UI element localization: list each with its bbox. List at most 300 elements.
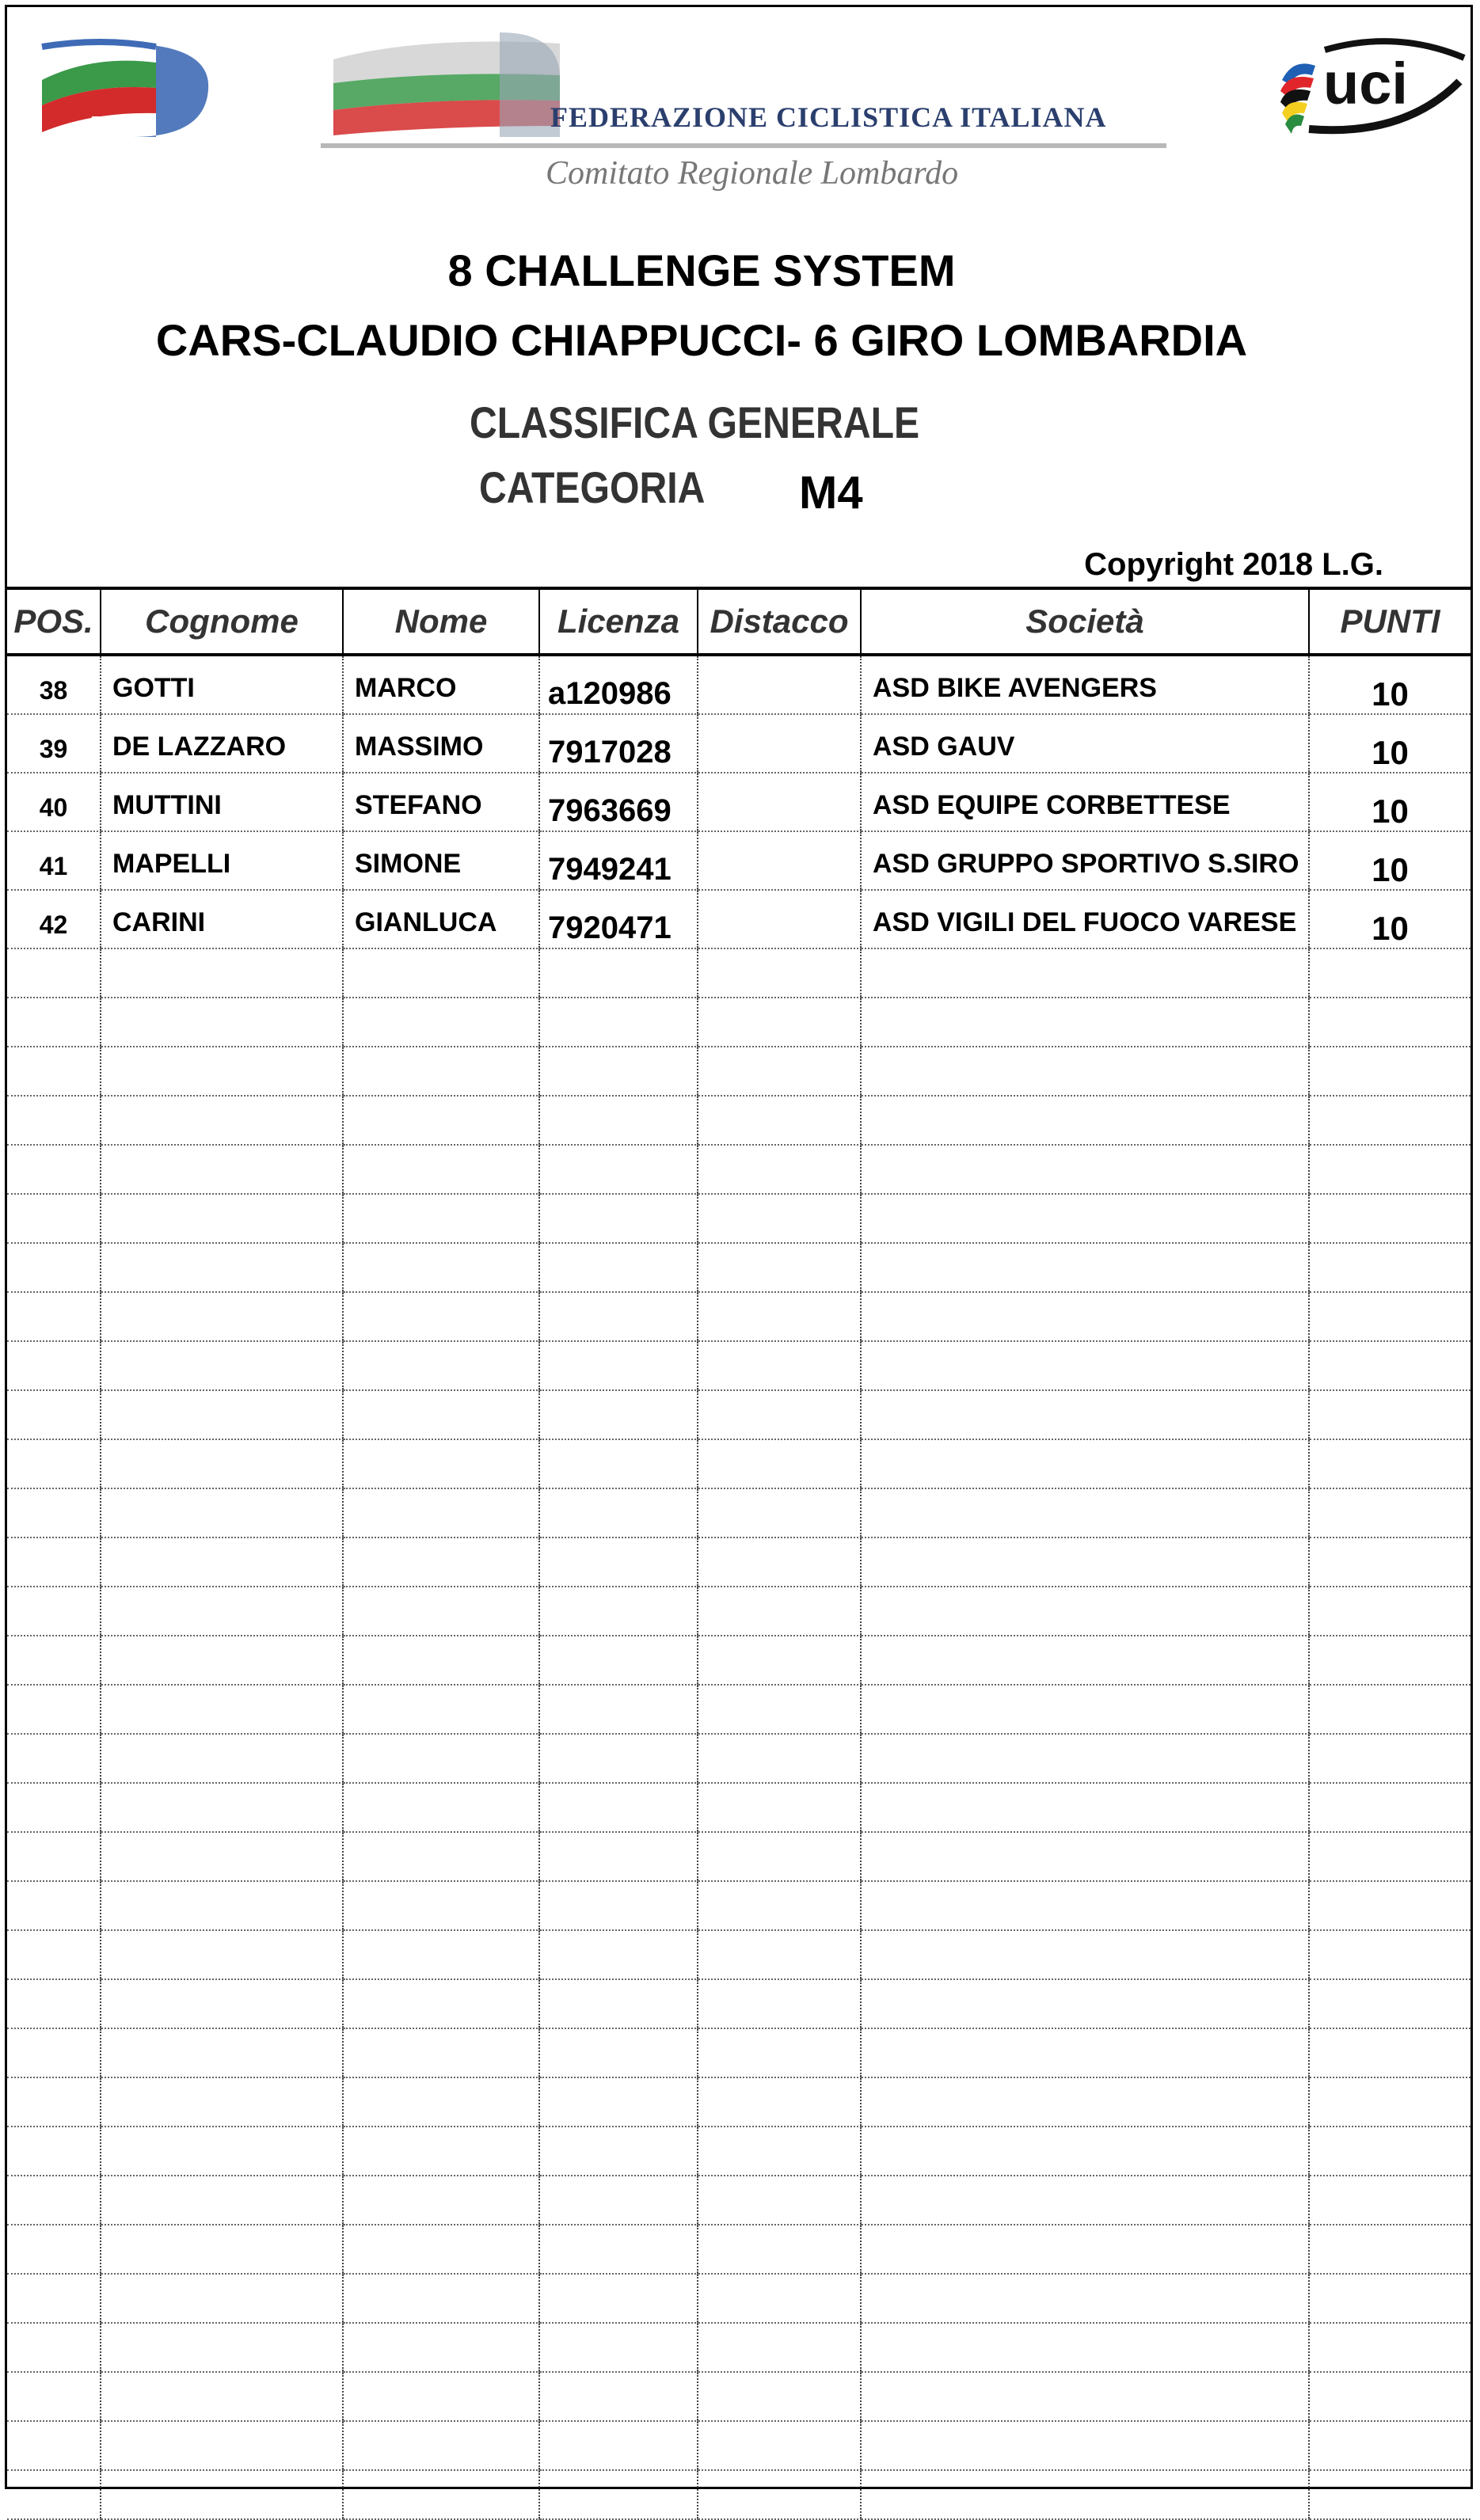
empty-cell <box>539 2127 698 2176</box>
empty-cell <box>698 1685 861 1734</box>
empty-cell <box>101 2028 343 2077</box>
empty-cell <box>101 2421 343 2470</box>
empty-cell <box>539 1832 698 1881</box>
empty-cell <box>698 1783 861 1832</box>
uci-logo <box>1277 34 1467 145</box>
empty-cell <box>101 1734 343 1783</box>
empty-cell <box>7 1096 101 1145</box>
cell-societa: ASD EQUIPE CORBETTESE <box>861 773 1309 831</box>
empty-table-row <box>7 1292 1470 1341</box>
empty-table-row <box>7 1096 1470 1145</box>
empty-cell <box>861 1734 1309 1783</box>
empty-cell <box>343 1488 539 1537</box>
empty-cell <box>1309 1390 1470 1439</box>
empty-cell <box>539 1439 698 1488</box>
empty-cell <box>1309 1439 1470 1488</box>
cell-punti: 10 <box>1309 714 1470 773</box>
fci-logo <box>37 39 213 140</box>
empty-cell <box>1309 2225 1470 2274</box>
empty-cell <box>539 1636 698 1685</box>
empty-cell <box>101 1096 343 1145</box>
empty-cell <box>101 2470 343 2519</box>
empty-cell <box>861 1537 1309 1587</box>
empty-cell <box>7 1488 101 1537</box>
empty-cell <box>698 2077 861 2127</box>
empty-cell <box>539 1145 698 1194</box>
empty-cell <box>101 1979 343 2028</box>
empty-table-row <box>7 1390 1470 1439</box>
empty-cell <box>1309 1341 1470 1390</box>
empty-cell <box>861 2028 1309 2077</box>
cell-distacco <box>698 773 861 831</box>
empty-cell <box>539 1685 698 1734</box>
empty-cell <box>1309 1488 1470 1537</box>
empty-table-row <box>7 1734 1470 1783</box>
empty-cell <box>539 1587 698 1636</box>
empty-cell <box>861 2323 1309 2372</box>
column-header-pos: POS. <box>7 588 101 655</box>
column-header-nome: Nome <box>343 588 539 655</box>
empty-cell <box>101 1636 343 1685</box>
empty-cell <box>539 1979 698 2028</box>
empty-table-row <box>7 2176 1470 2225</box>
empty-cell <box>861 1636 1309 1685</box>
empty-cell <box>539 2176 698 2225</box>
empty-cell <box>539 2421 698 2470</box>
classification-heading: CLASSIFICA GENERALE <box>470 397 920 447</box>
table-row <box>7 714 1470 773</box>
empty-cell <box>698 2372 861 2421</box>
empty-cell <box>343 948 539 998</box>
copyright-note: Copyright 2018 L.G. <box>1084 547 1383 582</box>
empty-cell <box>1309 1734 1470 1783</box>
empty-cell <box>343 1341 539 1390</box>
empty-cell <box>7 1832 101 1881</box>
empty-cell <box>101 1194 343 1243</box>
table-row <box>7 831 1470 890</box>
empty-cell <box>698 2028 861 2077</box>
empty-cell <box>7 1243 101 1292</box>
empty-cell <box>539 1537 698 1587</box>
empty-cell <box>7 998 101 1047</box>
empty-table-row <box>7 1832 1470 1881</box>
empty-cell <box>101 1832 343 1881</box>
empty-cell <box>539 2274 698 2323</box>
table-row <box>7 773 1470 831</box>
cell-societa: ASD VIGILI DEL FUOCO VARESE <box>861 890 1309 948</box>
empty-cell <box>539 1194 698 1243</box>
empty-cell <box>698 2323 861 2372</box>
empty-table-row <box>7 1439 1470 1488</box>
cell-pos: 39 <box>7 714 101 773</box>
empty-cell <box>539 998 698 1047</box>
cell-licenza: 7920471 <box>539 890 698 948</box>
empty-cell <box>1309 1685 1470 1734</box>
empty-table-row <box>7 1685 1470 1734</box>
empty-cell <box>1309 948 1470 998</box>
empty-cell <box>698 1243 861 1292</box>
cell-cognome: GOTTI <box>101 655 343 714</box>
empty-cell <box>7 1439 101 1488</box>
empty-cell <box>101 998 343 1047</box>
empty-table-row <box>7 998 1470 1047</box>
empty-cell <box>101 1341 343 1390</box>
empty-cell <box>861 1832 1309 1881</box>
empty-cell <box>1309 998 1470 1047</box>
empty-cell <box>698 1488 861 1537</box>
column-header-punti: PUNTI <box>1309 588 1470 655</box>
empty-cell <box>861 1488 1309 1537</box>
empty-cell <box>343 1783 539 1832</box>
empty-cell <box>698 1930 861 1979</box>
empty-cell <box>1309 1537 1470 1587</box>
empty-cell <box>698 1439 861 1488</box>
category-label: CATEGORIA <box>479 462 706 512</box>
column-header-licenza: Licenza <box>539 588 698 655</box>
empty-cell <box>698 1881 861 1930</box>
empty-cell <box>343 1194 539 1243</box>
empty-cell <box>861 1783 1309 1832</box>
empty-cell <box>698 2421 861 2470</box>
empty-cell <box>698 1096 861 1145</box>
empty-cell <box>343 2028 539 2077</box>
empty-cell <box>7 1047 101 1096</box>
empty-table-row <box>7 2372 1470 2421</box>
empty-table-row <box>7 1047 1470 1096</box>
empty-cell <box>539 1734 698 1783</box>
empty-cell <box>7 1734 101 1783</box>
empty-cell <box>698 1145 861 1194</box>
empty-cell <box>101 1488 343 1537</box>
empty-table-row <box>7 2323 1470 2372</box>
empty-table-row <box>7 1145 1470 1194</box>
cell-licenza: 7949241 <box>539 831 698 890</box>
empty-table-row <box>7 1243 1470 1292</box>
cell-cognome: DE LAZZARO <box>101 714 343 773</box>
cell-nome: GIANLUCA <box>343 890 539 948</box>
title-line-2: CARS-CLAUDIO CHIAPPUCCI- 6 GIRO LOMBARDIA <box>155 315 1248 365</box>
empty-cell <box>343 1636 539 1685</box>
empty-cell <box>861 1292 1309 1341</box>
empty-cell <box>539 1390 698 1439</box>
table-body <box>7 655 1470 2519</box>
cell-punti: 10 <box>1309 890 1470 948</box>
empty-table-row <box>7 1881 1470 1930</box>
cell-pos: 40 <box>7 773 101 831</box>
cell-societa: ASD GAUV <box>861 714 1309 773</box>
table-row <box>7 890 1470 948</box>
empty-cell <box>7 1979 101 2028</box>
empty-cell <box>7 2421 101 2470</box>
empty-cell <box>698 1636 861 1685</box>
empty-cell <box>861 1243 1309 1292</box>
empty-cell <box>101 1390 343 1439</box>
cell-nome: SIMONE <box>343 831 539 890</box>
empty-cell <box>539 2372 698 2421</box>
cell-pos: 42 <box>7 890 101 948</box>
empty-cell <box>101 2176 343 2225</box>
empty-cell <box>7 1194 101 1243</box>
empty-cell <box>7 2323 101 2372</box>
empty-cell <box>539 1881 698 1930</box>
cell-distacco <box>698 714 861 773</box>
flag-banner-icon <box>325 28 560 137</box>
empty-table-row <box>7 2274 1470 2323</box>
empty-cell <box>7 2225 101 2274</box>
column-header-societa: Società <box>861 588 1309 655</box>
empty-cell <box>7 1292 101 1341</box>
empty-cell <box>539 948 698 998</box>
empty-cell <box>539 2225 698 2274</box>
empty-cell <box>101 1587 343 1636</box>
empty-cell <box>101 2225 343 2274</box>
empty-cell <box>1309 2077 1470 2127</box>
empty-cell <box>861 1390 1309 1439</box>
empty-cell <box>539 1096 698 1145</box>
empty-cell <box>101 1243 343 1292</box>
empty-cell <box>7 1783 101 1832</box>
cell-cognome: MUTTINI <box>101 773 343 831</box>
cell-cognome: CARINI <box>101 890 343 948</box>
empty-cell <box>1309 1292 1470 1341</box>
cell-nome: MASSIMO <box>343 714 539 773</box>
empty-cell <box>698 2127 861 2176</box>
results-table <box>7 587 1470 2520</box>
regional-committee: Comitato Regionale Lombardo <box>546 155 959 192</box>
empty-cell <box>7 2470 101 2519</box>
empty-cell <box>7 2176 101 2225</box>
empty-cell <box>861 1341 1309 1390</box>
empty-cell <box>1309 2127 1470 2176</box>
empty-cell <box>861 1047 1309 1096</box>
empty-cell <box>343 2127 539 2176</box>
empty-table-row <box>7 2225 1470 2274</box>
empty-cell <box>861 948 1309 998</box>
cell-distacco <box>698 655 861 714</box>
empty-cell <box>343 1292 539 1341</box>
empty-cell <box>698 1537 861 1587</box>
empty-cell <box>1309 2028 1470 2077</box>
empty-cell <box>101 2274 343 2323</box>
empty-cell <box>539 1341 698 1390</box>
table-header-row <box>7 588 1470 655</box>
empty-cell <box>343 1881 539 1930</box>
empty-table-row <box>7 2421 1470 2470</box>
category-value: M4 <box>799 467 863 519</box>
empty-table-row <box>7 2028 1470 2077</box>
empty-table-row <box>7 1930 1470 1979</box>
cell-pos: 38 <box>7 655 101 714</box>
empty-cell <box>1309 1243 1470 1292</box>
empty-cell <box>539 1047 698 1096</box>
empty-cell <box>698 1587 861 1636</box>
empty-cell <box>861 1685 1309 1734</box>
empty-cell <box>698 2225 861 2274</box>
empty-table-row <box>7 1488 1470 1537</box>
empty-cell <box>343 1439 539 1488</box>
empty-cell <box>861 2274 1309 2323</box>
empty-cell <box>7 1145 101 1194</box>
cell-societa: ASD GRUPPO SPORTIVO S.SIRO <box>861 831 1309 890</box>
empty-cell <box>861 2225 1309 2274</box>
table-row <box>7 655 1470 714</box>
empty-cell <box>343 998 539 1047</box>
empty-cell <box>1309 1881 1470 1930</box>
empty-cell <box>539 1930 698 1979</box>
document-header <box>7 7 1470 583</box>
empty-cell <box>861 2372 1309 2421</box>
empty-cell <box>539 1292 698 1341</box>
cell-punti: 10 <box>1309 831 1470 890</box>
empty-cell <box>101 1145 343 1194</box>
empty-cell <box>861 1194 1309 1243</box>
empty-cell <box>1309 2274 1470 2323</box>
empty-cell <box>861 2127 1309 2176</box>
empty-cell <box>698 1979 861 2028</box>
empty-cell <box>698 2470 861 2519</box>
empty-cell <box>861 1439 1309 1488</box>
column-header-distacco: Distacco <box>698 588 861 655</box>
empty-cell <box>861 2421 1309 2470</box>
empty-cell <box>101 1881 343 1930</box>
empty-cell <box>698 1832 861 1881</box>
empty-cell <box>861 1587 1309 1636</box>
empty-cell <box>7 1587 101 1636</box>
empty-cell <box>1309 2323 1470 2372</box>
empty-cell <box>1309 1832 1470 1881</box>
empty-cell <box>343 2421 539 2470</box>
empty-cell <box>343 2225 539 2274</box>
empty-cell <box>861 2176 1309 2225</box>
fci-logo-text: FCI <box>89 114 116 131</box>
empty-cell <box>698 1292 861 1341</box>
empty-cell <box>7 1881 101 1930</box>
empty-cell <box>7 2028 101 2077</box>
empty-cell <box>7 2372 101 2421</box>
empty-cell <box>1309 1047 1470 1096</box>
empty-cell <box>101 1930 343 1979</box>
empty-cell <box>698 2274 861 2323</box>
empty-table-row <box>7 1537 1470 1587</box>
empty-cell <box>539 2323 698 2372</box>
empty-cell <box>7 2077 101 2127</box>
empty-table-row <box>7 1636 1470 1685</box>
empty-table-row <box>7 1341 1470 1390</box>
cell-pos: 41 <box>7 831 101 890</box>
empty-cell <box>539 1243 698 1292</box>
empty-cell <box>101 1047 343 1096</box>
empty-cell <box>7 1390 101 1439</box>
cell-punti: 10 <box>1309 773 1470 831</box>
empty-cell <box>343 1979 539 2028</box>
empty-cell <box>7 1537 101 1587</box>
empty-cell <box>861 2470 1309 2519</box>
empty-cell <box>101 2077 343 2127</box>
cell-cognome: MAPELLI <box>101 831 343 890</box>
empty-cell <box>1309 1145 1470 1194</box>
empty-cell <box>698 998 861 1047</box>
cell-distacco <box>698 890 861 948</box>
cell-licenza: 7963669 <box>539 773 698 831</box>
empty-cell <box>7 2127 101 2176</box>
empty-cell <box>861 1979 1309 2028</box>
empty-cell <box>539 1783 698 1832</box>
empty-cell <box>698 948 861 998</box>
empty-cell <box>1309 2421 1470 2470</box>
empty-table-row <box>7 2127 1470 2176</box>
empty-cell <box>101 2323 343 2372</box>
header-rule <box>321 143 1166 148</box>
empty-cell <box>7 1685 101 1734</box>
empty-table-row <box>7 2077 1470 2127</box>
empty-cell <box>539 1488 698 1537</box>
empty-cell <box>101 1439 343 1488</box>
empty-cell <box>343 1832 539 1881</box>
empty-cell <box>1309 1636 1470 1685</box>
empty-cell <box>861 2077 1309 2127</box>
empty-cell <box>7 1341 101 1390</box>
empty-cell <box>343 2274 539 2323</box>
empty-cell <box>101 1685 343 1734</box>
empty-cell <box>539 2077 698 2127</box>
results-sheet <box>5 5 1473 2489</box>
empty-cell <box>861 1881 1309 1930</box>
empty-table-row <box>7 1783 1470 1832</box>
cell-nome: MARCO <box>343 655 539 714</box>
empty-table-row <box>7 2470 1470 2519</box>
empty-cell <box>101 2372 343 2421</box>
empty-cell <box>343 1390 539 1439</box>
empty-cell <box>698 2176 861 2225</box>
empty-table-row <box>7 1194 1470 1243</box>
empty-cell <box>1309 1979 1470 2028</box>
empty-cell <box>343 1243 539 1292</box>
empty-cell <box>1309 1096 1470 1145</box>
empty-cell <box>861 1930 1309 1979</box>
empty-cell <box>343 1685 539 1734</box>
empty-cell <box>539 2470 698 2519</box>
empty-cell <box>698 1734 861 1783</box>
empty-cell <box>7 1636 101 1685</box>
empty-table-row <box>7 1979 1470 2028</box>
cell-distacco <box>698 831 861 890</box>
title-line-1: 8 CHALLENGE SYSTEM <box>447 245 956 295</box>
empty-cell <box>343 2372 539 2421</box>
empty-cell <box>343 1930 539 1979</box>
empty-cell <box>698 1047 861 1096</box>
empty-cell <box>1309 1930 1470 1979</box>
empty-cell <box>698 1194 861 1243</box>
empty-cell <box>343 1537 539 1587</box>
empty-cell <box>343 1734 539 1783</box>
empty-cell <box>7 948 101 998</box>
empty-cell <box>101 1783 343 1832</box>
empty-cell <box>343 1096 539 1145</box>
empty-cell <box>1309 2372 1470 2421</box>
empty-cell <box>343 2470 539 2519</box>
empty-cell <box>7 1930 101 1979</box>
cell-punti: 10 <box>1309 655 1470 714</box>
empty-cell <box>1309 2470 1470 2519</box>
empty-cell <box>343 1145 539 1194</box>
empty-cell <box>861 998 1309 1047</box>
empty-cell <box>539 2028 698 2077</box>
empty-cell <box>861 1096 1309 1145</box>
cell-societa: ASD BIKE AVENGERS <box>861 655 1309 714</box>
empty-table-row <box>7 948 1470 998</box>
empty-cell <box>7 2274 101 2323</box>
empty-cell <box>101 1537 343 1587</box>
